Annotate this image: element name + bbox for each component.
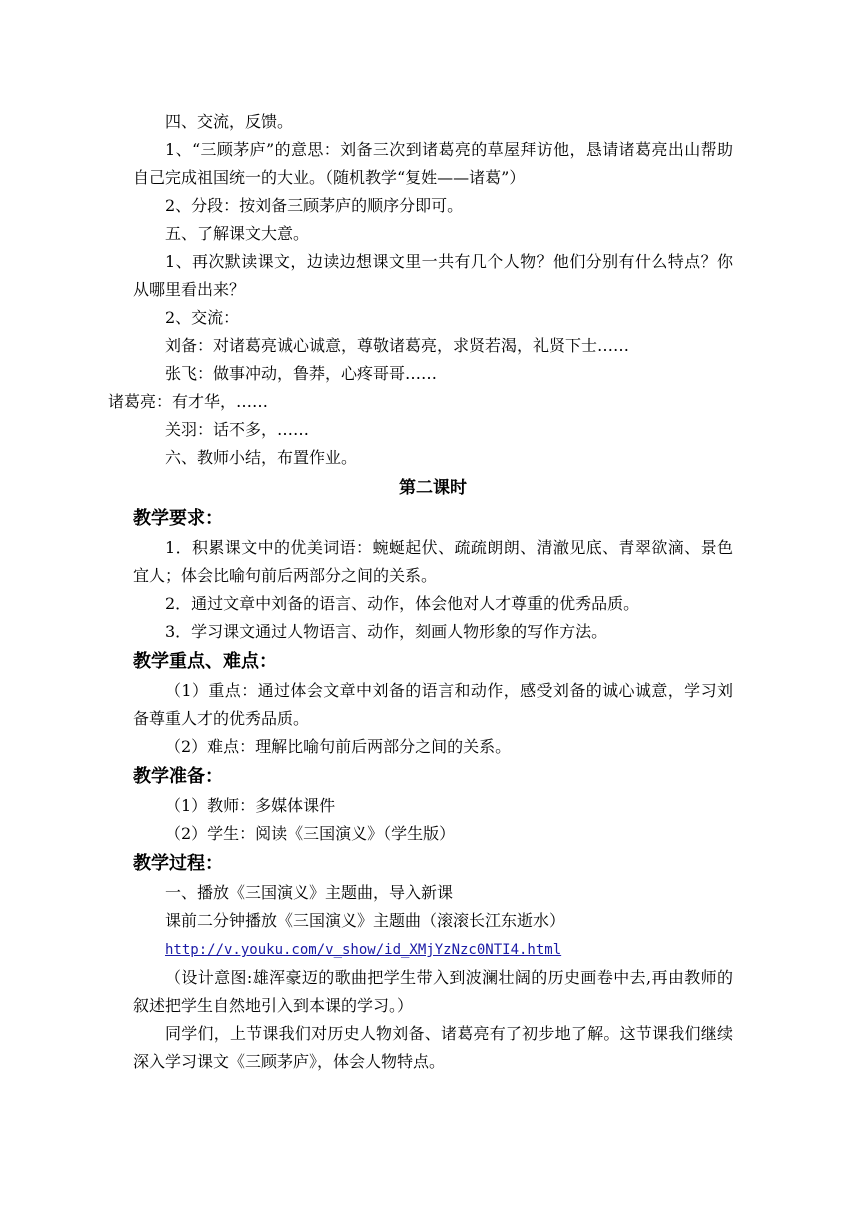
preparation-item: （2）学生：阅读《三国演义》（学生版）	[165, 824, 456, 843]
requirement-item: 3．学习课文通过人物语言、动作，刻画人物形象的写作方法。	[165, 622, 608, 641]
character-liubei: 刘备：对诸葛亮诚心诚意，尊敬诸葛亮，求贤若渴，礼贤下士……	[165, 336, 630, 355]
key-point-item: （1）重点：通过体会文章中刘备的语言和动作，感受刘备的诚心诚意，学习刘备尊重人才的优秀品质。	[133, 681, 733, 728]
process-link-line	[133, 935, 733, 964]
process-design-intent: （设计意图:雄浑豪迈的歌曲把学生带入到波澜壮阔的历史画卷中去,再由教师的叙述把学生自然地引入到本课的学习。）	[133, 968, 733, 1015]
process-music-note: 课前二分钟播放《三国演义》主题曲（滚滚长江东逝水）	[165, 911, 566, 930]
character-zhugeliang: 诸葛亮：有才华，……	[108, 392, 269, 411]
paragraph-meaning: 1、“三顾茅庐”的意思：刘备三次到诸葛亮的草屋拜访他，恳请诸葛亮出山帮助自己完成祖国统一的大业。（随机教学“复姓——诸葛”）	[133, 140, 733, 187]
paragraph-reread: 1、再次默读课文，边读边想课文里一共有几个人物？他们分别有什么特点？你从哪里看出来？	[133, 252, 733, 299]
character-zhangfei: 张飞：做事冲动，鲁莽，心疼哥哥……	[165, 364, 438, 383]
step-five-heading: 五、了解课文大意。	[165, 224, 310, 243]
requirement-item: 2．通过文章中刘备的语言、动作，体会他对人才尊重的优秀品质。	[165, 594, 640, 613]
preparation-heading: 教学准备：	[133, 766, 223, 787]
process-intro-paragraph: 同学们，上节课我们对历史人物刘备、诸葛亮有了初步地了解。这节课我们继续深入学习课文《三顾茅庐》，体会人物特点。	[133, 1024, 733, 1071]
section-title: 第二课时	[399, 478, 467, 498]
youku-video-link[interactable]: http://v.youku.com/v_show/id_XMjYzNzc0NTI4.html	[165, 942, 562, 958]
requirements-heading: 教学要求：	[133, 508, 223, 529]
step-six-heading: 六、教师小结，布置作业。	[165, 448, 358, 467]
requirement-item: 1．积累课文中的优美词语：蜿蜒起伏、疏疏朗朗、清澈见底、青翠欲滴、景色宜人；体会比喻句前后两部分之间的关系。	[133, 538, 733, 585]
key-points-heading: 教学重点、难点：	[133, 651, 277, 672]
process-heading: 教学过程：	[133, 853, 223, 874]
preparation-item: （1）教师：多媒体课件	[165, 796, 336, 815]
key-point-item: （2）难点：理解比喻句前后两部分之间的关系。	[165, 737, 512, 756]
paragraph-segment: 2、分段：按刘备三顾茅庐的顺序分即可。	[165, 196, 464, 215]
document-body	[108, 108, 733, 1076]
step-four-heading: 四、交流，反馈。	[165, 112, 294, 131]
process-step-one: 一、播放《三国演义》主题曲，导入新课	[165, 883, 454, 902]
paragraph-exchange: 2、交流：	[165, 308, 240, 327]
character-guanyu: 关羽：话不多，……	[165, 420, 310, 439]
